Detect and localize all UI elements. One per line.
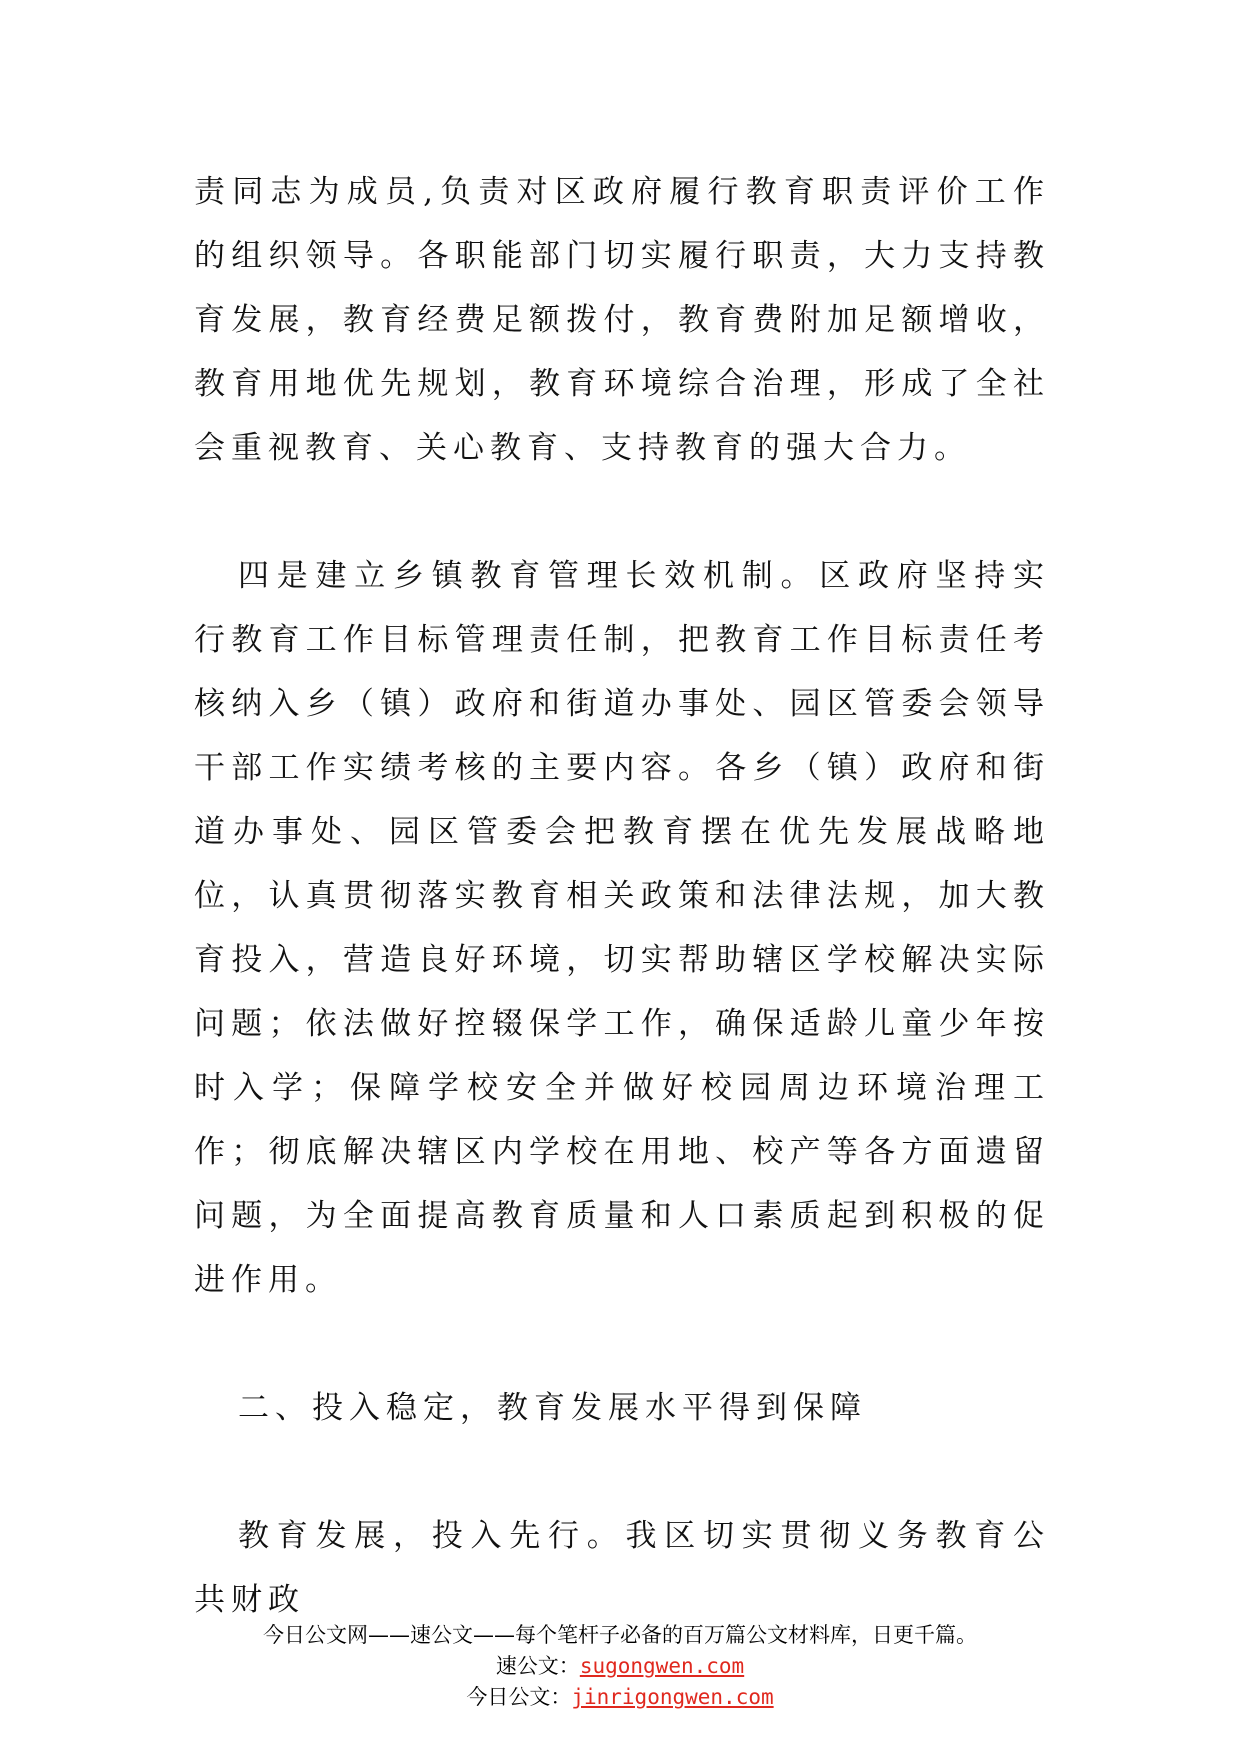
footer-label-sugongwen: 速公文：	[495, 1654, 580, 1678]
paragraph-item-four: 四是建立乡镇教育管理长效机制。区政府坚持实行教育工作目标管理责任制，把教育工作目标责任考核纳入乡（镇）政府和街道办事处、园区管委会领导干部工作实绩考核的主要内容。各乡（镇）政府和街道办事处、园区管委会把教育摆在优先发展战略地位，认真贯彻落实教育相关政策和法律法规，加大教育投入，营造良好环境，切实帮助辖区学校解决实际问题；依法做好控辍保学工作，确保适龄儿童少年按时入学；保障学校安全并做好校园周边环境治理工作；彻底解决辖区内学校在用地、校产等各方面遗留问题，为全面提高教育质量和人口素质起到积极的促进作用。	[194, 558, 1050, 1298]
section-heading: 二、投入稳定，教育发展水平得到保障	[238, 1390, 867, 1426]
paragraph-gap	[194, 480, 1050, 544]
jinrigongwen-link[interactable]: jinrigongwen.com	[571, 1685, 774, 1709]
footer-label-jinrigongwen: 今日公文：	[466, 1685, 572, 1709]
footer-line-sugongwen	[0, 1651, 1240, 1682]
sugongwen-link[interactable]: sugongwen.com	[579, 1654, 745, 1678]
paragraph-investment: 教育发展，投入先行。我区切实贯彻义务教育公共财政	[194, 1518, 1050, 1618]
paragraph-continued: 责同志为成员,负责对区政府履行教育职责评价工作的组织领导。各职能部门切实履行职责，大力支持教育发展，教育经费足额拨付，教育费附加足额增收，教育用地优先规划，教育环境综合治理，形成了全社会重视教育、关心教育、支持教育的强大合力。	[194, 174, 1050, 466]
document-body	[194, 160, 1050, 1632]
footer-tagline: 今日公文网——速公文——每个笔杆子必备的百万篇公文材料库，日更千篇。	[263, 1623, 977, 1647]
paragraph-gap	[194, 1440, 1050, 1504]
paragraph-gap	[194, 1312, 1050, 1376]
footer-line-jinrigongwen	[0, 1682, 1240, 1713]
footer-ad	[0, 1620, 1240, 1713]
